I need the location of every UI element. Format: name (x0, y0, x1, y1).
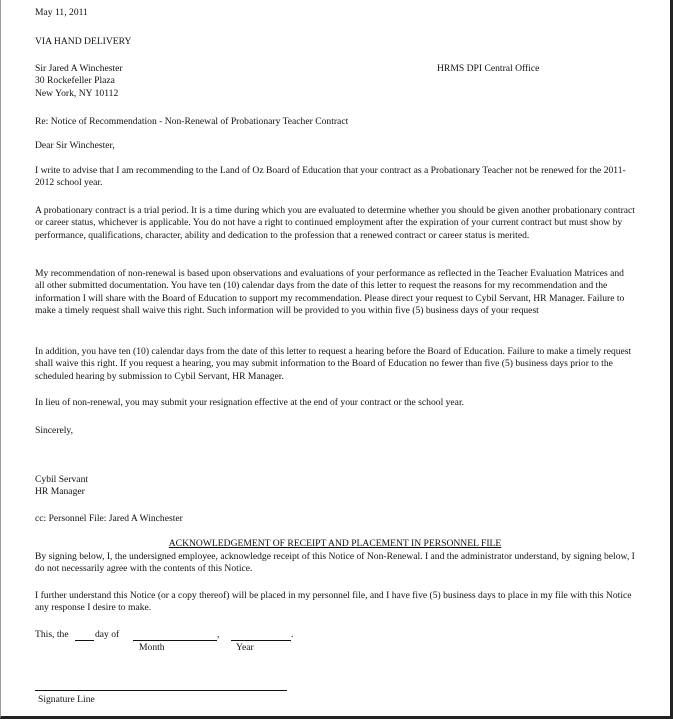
letter-date: May 11, 2011 (35, 7, 88, 18)
subject-line: Re: Notice of Recommendation - Non-Renewal of Probationary Teacher Contract (35, 116, 349, 127)
recipient-name: Sir Jared A Winchester (35, 63, 123, 74)
day-blank[interactable] (75, 640, 94, 641)
cc-line: cc: Personnel File: Jared A Winchester (35, 513, 183, 524)
date-line-prefix: This, the (35, 629, 69, 640)
signer-block (35, 474, 88, 499)
date-line-period: . (291, 629, 294, 640)
body-paragraph-5: In lieu of non-renewal, you may submit your resignation effective at the end of your contract or the school year. (35, 397, 465, 408)
signer-title: HR Manager (35, 486, 85, 498)
signature-blank[interactable] (35, 690, 287, 691)
year-blank[interactable] (231, 640, 291, 641)
date-line-comma: , (217, 629, 220, 640)
body-paragraph-2: A probationary contract is a trial period. It is a time during which you are evaluated to determine whether you should be given another probationary contract or career status, whichever is applicable. You do not have a right to continued employment after the expiration of your current contract but must show by performance, qualifications, character, ability and dedication to the profession that a renewed contract or career status is merited. (35, 205, 635, 241)
delivery-method: VIA HAND DELIVERY (35, 36, 132, 47)
recipient-city: New York, NY 10112 (35, 87, 119, 99)
salutation: Dear Sir Winchester, (35, 140, 115, 151)
year-caption: Year (236, 642, 254, 653)
signature-label: Signature Line (38, 694, 95, 705)
body-paragraph-4: In addition, you have ten (10) calendar days from the date of this letter to request a hearing before the Board of Education. Failure to make a timely request shall waive this right. If you request a hearing, you may submit information to the Board of Education no fewer than five (5) business days prior to the scheduled hearing by submission to Cybil Servant, HR Manager. (35, 346, 632, 382)
acknowledgement-paragraph-2: I further understand this Notice (or a copy thereof) will be placed in my personnel file, and I have five (5) business days to place in my file with this Notice any response I desire to make. (35, 590, 632, 614)
acknowledgement-paragraph-1: By signing below, I, the undersigned employee, acknowledge receipt of this Notice of Non-Renewal. I and the administrator understand, by signing below, I do not necessarily agree with the contents of this Notice. (35, 551, 635, 575)
recipient-street: 30 Rockefeller Plaza (35, 75, 115, 87)
sender-office: HRMS DPI Central Office (437, 63, 540, 74)
acknowledgement-heading: ACKNOWLEDGEMENT OF RECEIPT AND PLACEMENT IN PERSONNEL FILE (168, 538, 502, 549)
closing: Sincerely, (35, 425, 74, 436)
signer-name: Cybil Servant (35, 474, 89, 485)
date-line-day-of: day of (95, 629, 120, 640)
month-caption: Month (139, 642, 165, 653)
body-paragraph-3: My recommendation of non-renewal is based upon observations and evaluations of your performance as reflected in the Teacher Evaluation Matrices and all other submitted documentation. You have ten (10) calendar days from the date of this letter to request the reasons for my recommendation and the information I will share with the Board of Education to support my recommendation. Please direct your request to Cybil Servant, HR Manager. Failure to make a timely request shall waive this right. Such information will be provided to you within five (5) business days of your request (35, 268, 625, 317)
recipient-address (35, 63, 123, 100)
body-paragraph-1: I write to advise that I am recommending to the Land of Oz Board of Education that your contract as a Probationary Teacher not be renewed for the 2011-2012 school year. (35, 165, 626, 189)
month-blank[interactable] (133, 640, 217, 641)
